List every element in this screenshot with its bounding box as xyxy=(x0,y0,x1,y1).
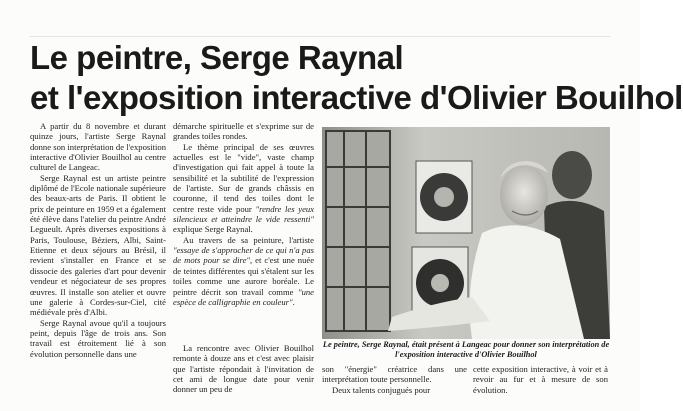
paragraph: La rencontre avec Olivier Bouilhol remonte à douze ans et c'est avec plaisir que l'artiste répondait à l'invitation de cet ami de longue date pour venir donner un peu de xyxy=(173,343,314,395)
paragraph xyxy=(173,235,314,307)
quote: "une espèce de calligraphie en couleur" xyxy=(173,286,314,307)
article-column-4 xyxy=(473,364,608,406)
paragraph: Serge Raynal est un artiste peintre diplômé de l'Ecole nationale supérieure des beaux-arts de Paris. Il obtient le prix de peinture en 1959 et a également été élève dans l'atelier du peintre André Legueult. Après diverses expositions à Paris, Toulouse, Béziers, Albi, Saint-Etienne et deux séjours au Brésil, il revient s'installer en France et se dissocie des galeries d'art pour devenir vendeur et négociateur de ses propres œuvres. Il installe son atelier et ouvre une galerie à Cordes-sur-Ciel, cité médiévale près d'Albi. xyxy=(30,172,166,318)
paragraph: son "énergie" créatrice dans une interprétation toute personnelle. xyxy=(322,364,467,385)
top-divider xyxy=(30,36,610,37)
text-run: Le thème principal de ses œuvres actuelles est le "vide", vaste champ d'investigation qui fait appel à toute la sensibilité et la subtilité de l'expression de l'artiste. Sur de grands châssis en couronne, il tend des toiles dont le centre reste vide pour xyxy=(173,141,314,214)
article-column-3 xyxy=(322,364,467,406)
photo-caption: Le peintre, Serge Raynal, était présent à Langeac pour donner son interprétation de l'exposition interactive d'Olivier Bouilhol xyxy=(322,340,610,359)
paragraph: A partir du 8 novembre et durant quinze jours, l'artiste Serge Raynal donne son interprétation de l'exposition interactive d'Olivier Bouilhol au centre culturel de Langeac. xyxy=(30,121,166,173)
article-column-2-bottom xyxy=(173,343,314,406)
paragraph: cette exposition interactive, à voir et à revoir au fur et à mesure de son évolution. xyxy=(473,364,608,395)
text-run: explique Serge Raynal. xyxy=(173,224,253,235)
photo xyxy=(322,127,610,339)
paragraph: Serge Raynal avoue qu'il a toujours peint, depuis l'âge de trois ans. Son travail est étroitement lié à son évolution personnelle dans une xyxy=(30,317,166,359)
headline-line-2: et l'exposition interactive d'Olivier Bouilhol xyxy=(30,79,683,116)
article-column-1 xyxy=(30,121,166,406)
text-run: . xyxy=(292,296,295,307)
window-frame xyxy=(326,131,390,331)
paragraph: Deux talents conjugués pour xyxy=(332,384,431,395)
article-column-2 xyxy=(173,121,314,363)
quote: "rendre les yeux silencieux et atteindre le vide ressenti" xyxy=(173,203,314,225)
paragraph xyxy=(173,142,314,235)
ring-painting-upper xyxy=(416,161,472,233)
quote: "essaye de s'approcher de ce qui n'a pas de mots pour se dire" xyxy=(173,245,314,266)
text-run: Au travers de sa peinture, l'artiste xyxy=(183,234,314,245)
paragraph: démarche spirituelle et s'exprime sur de grandes toiles rondes. xyxy=(173,121,314,142)
text-run: , et c'est une nuée de teintes différentes qui s'étalent sur les toiles comme une aurore boréale. Le peintre décrit son travail comme xyxy=(173,255,315,297)
headline-line-1: Le peintre, Serge Raynal xyxy=(30,39,404,76)
photo-illustration xyxy=(322,127,610,339)
